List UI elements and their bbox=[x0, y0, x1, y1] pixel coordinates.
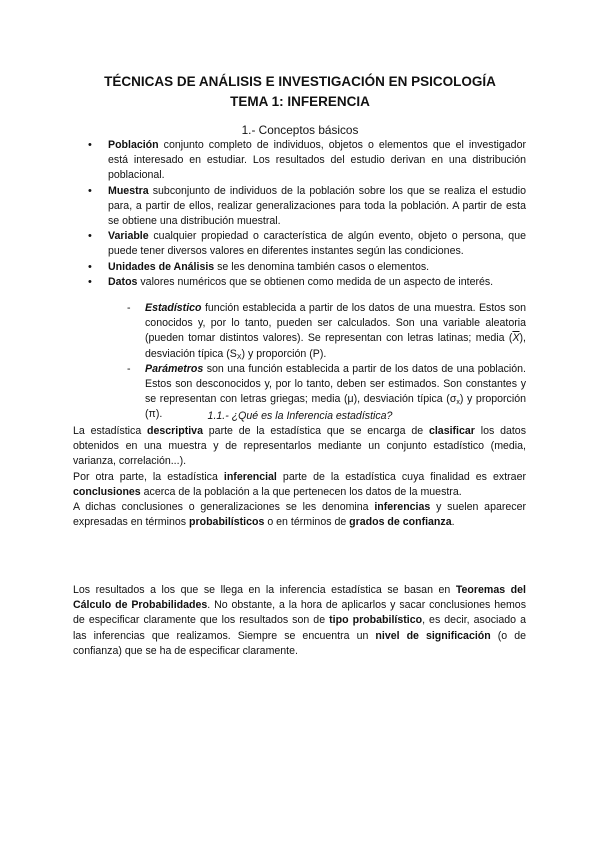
term-label: Variable bbox=[108, 230, 149, 243]
list-item bbox=[108, 184, 526, 230]
term-label: Datos bbox=[108, 275, 138, 288]
list-item-estadistico: - Estadístico función establecida a partir de los datos de una muestra. Estos son conocidos y, por lo tanto, pueden ser calculados. Son una variable aleatoria (pueden tomar distintos valores). Se representan con letras latinas; media $(\overline{X})$, desviación típica $(S_X)$ y proporción (P). bbox=[145, 301, 526, 362]
term-definition: cualquier propiedad o característica de algún evento, objeto o persona, que puede tener diversos valores en diferentes instantes según las condiciones. bbox=[108, 230, 526, 258]
section-heading: 1.- Conceptos básicos bbox=[241, 123, 359, 137]
list-item-parametros: - Parámetros son una función establecida a partir de los datos de una población. Estos son desconocidos y, por lo tanto, deben ser estimados. Son constantes y se representan con letras griegas; media (μ), desviación típica $(\sigma_x)$ y proporción (π). bbox=[145, 362, 526, 423]
term-label: Población bbox=[108, 139, 159, 151]
term-label: Muestra bbox=[108, 184, 149, 197]
subsection-heading: 1.1.- ¿Qué es la Inferencia estadística? bbox=[207, 410, 393, 422]
list-item bbox=[108, 138, 526, 184]
paragraph-inferences: A dichas conclusiones o generalizaciones se les denomina inferencias y suelen aparecer expresadas en términos probabilísticos o en términos de grados de confianza. bbox=[73, 501, 526, 529]
term-definition: conjunto completo de individuos, objetos o elementos que el investigador está interesado en estudiar. Los resultados del estudio derivan en una distribución poblacional. bbox=[108, 139, 526, 182]
term-label: Unidades de Análisis bbox=[108, 260, 215, 273]
paragraph-probability: Los resultados a los que se llega en la inferencia estadística se basan en Teoremas del Cálculo de Probabilidades. No obstante, a la hora de aplicarlos y sacar conclusiones hemos de especificar claramente que los resultados son de tipo probabilístico, es decir, asociado a las inferencias que realizamos. Siempre se encuentra un nivel de significación (o de confianza) que se ha de especificar claramente. bbox=[73, 584, 526, 657]
term-definition: se les denomina también casos o elementos. bbox=[214, 260, 430, 273]
term-definition: valores numéricos que se obtienen como medida de un aspecto de interés. bbox=[137, 275, 494, 288]
list-item bbox=[108, 229, 526, 259]
concepts-list bbox=[108, 138, 526, 290]
paragraph-descriptive-inferential: La estadística descriptiva parte de la estadística que se encarga de clasificar los datos obtenidos en una muestra y de representarlos mediante un conjunto estadístico (media, varianza, correlación...). Por otra parte, la estadística inferencial parte de la estadística cuya finalidad es extraer conclusiones acerca de la población a la que pertenecen los datos de la muestra. bbox=[73, 425, 526, 498]
statistics-list bbox=[145, 301, 526, 423]
term-label: Estadístico bbox=[145, 302, 202, 314]
list-item bbox=[108, 275, 526, 290]
sample-mean-symbol: $\overline{X}$ bbox=[512, 332, 520, 345]
term-label: Parámetros bbox=[145, 362, 204, 375]
list-item bbox=[108, 260, 526, 275]
document-subtitle: TEMA 1: INFERENCIA bbox=[230, 94, 370, 109]
document-title: TÉCNICAS DE ANÁLISIS E INVESTIGACIÓN EN PSICOLOGÍA bbox=[104, 74, 496, 89]
term-definition: subconjunto de individuos de la población sobre los que se realiza el estudio para, a partir de ellos, realizar generalizaciones para toda la población. A partir de esta se obtiene una distribución muestral. bbox=[108, 184, 526, 228]
